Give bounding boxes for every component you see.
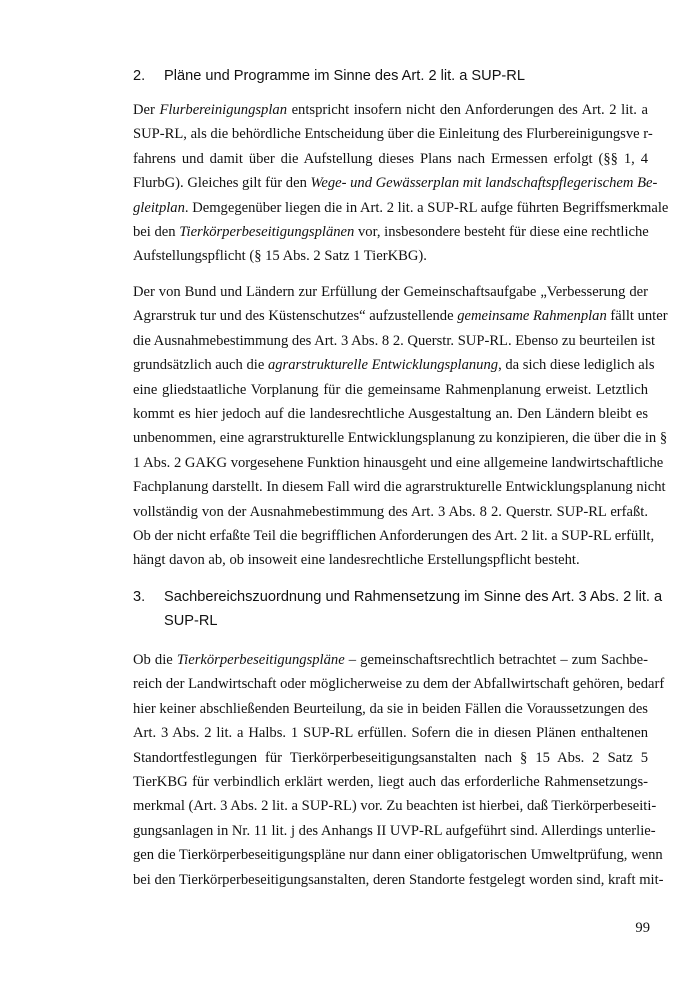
text-run: Ob die <box>133 652 177 668</box>
section-3-number: 3. <box>133 589 146 605</box>
text-line <box>133 648 648 672</box>
text-line: TierKBG für verbindlich erklärt werden, liegt auch das erforderliche Rahmensetzungs- <box>133 773 648 790</box>
text-line: SUP-RL, als die behördliche Entscheidung über die Einleitung des Flurbereinigungsve r- <box>133 126 653 143</box>
text-line: kommt es hier jedoch auf die landesrechtliche Ausgestaltung an. Den Ländern bleibt es <box>133 405 648 422</box>
text-line: reich der Landwirtschaft oder möglicherweise zu dem der Abfallwirtschaft gehören, bedarf <box>133 676 665 693</box>
text-run: , da sich diese lediglich als <box>498 357 655 374</box>
text-line: bei den Tierkörperbeseitigungsanstalten, deren Standorte festgelegt worden sind, kraft mit- <box>133 871 664 888</box>
italic-term: Flurbereinigungsplan <box>159 102 288 118</box>
paragraph-2 <box>133 280 668 573</box>
section-3-title-line-1: Sachbereichszuordnung und Rahmensetzung im Sinne des Art. 3 Abs. 2 lit. a <box>164 589 663 605</box>
italic-term: agrarstrukturelle Entwicklungsplanung <box>267 357 499 374</box>
text-line: Der von Bund und Ländern zur Erfüllung der Gemeinschaftsaufgabe „Verbesserung der <box>133 284 648 300</box>
text-line: hängt davon ab, ob insoweit eine landesrechtliche Erstellungspflicht besteht. <box>133 552 580 569</box>
text-run: fällt unter <box>606 308 668 325</box>
text-line: Art. 3 Abs. 2 lit. a Halbs. 1 SUP-RL erfüllen. Sofern die in diesen Plänen enthaltenen <box>133 725 648 742</box>
text-line: unbenommen, eine agrarstrukturelle Entwicklungsplanung zu konzipieren, die über die in § <box>133 430 668 447</box>
text-run: vor, insbesondere besteht für diese eine rechtliche <box>354 223 649 240</box>
italic-term: gleitplan <box>133 199 185 216</box>
text-line: Fachplanung darstellt. In diesem Fall wird die agrarstrukturelle Entwicklungsplanung nicht <box>133 479 666 496</box>
text-line: Ob der nicht erfaßte Teil die begrifflichen Anforderungen des Art. 2 lit. a SUP-RL erfüllt, <box>133 527 655 544</box>
text-run: FlurbG). Gleiches gilt für den <box>133 175 311 192</box>
text-run: – gemeinschaftsrechtlich betrachtet – zum Sachbe- <box>344 652 649 668</box>
italic-term: Wege- und Gewässerplan mit landschaftspflegerischem Be- <box>310 175 658 192</box>
paragraph-1 <box>133 98 669 269</box>
text-line: vollständig von der Ausnahmebestimmung des Art. 3 Abs. 8 2. Querstr. SUP-RL erfaßt. <box>133 503 648 520</box>
section-3-title-line-2: SUP-RL <box>164 613 218 629</box>
text-run: entspricht insofern nicht den Anforderungen des Art. 2 lit. a <box>287 102 648 118</box>
text-line <box>133 220 648 244</box>
page-number: 99 <box>635 920 650 936</box>
section-3-heading <box>133 585 663 633</box>
text-line <box>133 353 655 377</box>
section-2-number: 2. <box>133 68 146 84</box>
text-line: Aufstellungspflicht (§ 15 Abs. 2 Satz 1 TierKBG). <box>133 248 427 265</box>
text-line <box>133 171 658 195</box>
text-run: bei den <box>133 223 180 240</box>
text-line: gen die Tierkörperbeseitigungspläne nur dann einer obligatorischen Umweltprüfung, wenn <box>133 847 663 864</box>
text-line: merkmal (Art. 3 Abs. 2 lit. a SUP-RL) vor. Zu beachten ist hierbei, daß Tierkörperbeseiti- <box>133 798 657 815</box>
text-line: hier keiner abschließenden Beurteilung, da sie in beiden Fällen die Voraussetzungen des <box>133 700 648 717</box>
text-line <box>133 304 668 328</box>
paragraph-3 <box>133 648 665 892</box>
section-2-heading <box>133 64 653 88</box>
text-line: fahrens und damit über die Aufstellung dieses Plans nach Ermessen erfolgt (§§ 1, 4 <box>133 150 648 167</box>
text-line: gungsanlagen in Nr. 11 lit. j des Anhangs II UVP-RL aufgeführt sind. Allerdings unterlie- <box>133 822 656 839</box>
italic-term: Tierkörperbeseitigungspläne <box>176 652 345 668</box>
italic-term: Tierkörperbeseitigungsplänen <box>179 223 355 240</box>
text-run: Der <box>133 102 160 118</box>
text-line <box>133 196 669 220</box>
text-line <box>133 98 648 122</box>
text-run: grundsätzlich auch die <box>133 357 268 374</box>
italic-term: gemeinsame Rahmenplan <box>457 308 607 325</box>
text-line: eine gliedstaatliche Vorplanung für die gemeinsame Rahmenplanung erweist. Letztlich <box>133 381 648 398</box>
text-run: . Demgegenüber liegen die in Art. 2 lit. a SUP-RL aufge führten Begriffsmerkmale <box>184 199 669 216</box>
text-line: Standortfestlegungen für Tierkörperbeseitigungsanstalten nach § 15 Abs. 2 Satz 5 <box>133 749 648 766</box>
text-line: 1 Abs. 2 GAKG vorgesehene Funktion hinausgeht und eine allgemeine landwirtschaftliche <box>133 454 664 471</box>
section-2-title: Pläne und Programme im Sinne des Art. 2 lit. a SUP-RL <box>164 68 525 84</box>
text-line: die Ausnahmebestimmung des Art. 3 Abs. 8 2. Querstr. SUP-RL. Ebenso zu beurteilen ist <box>133 332 656 349</box>
text-run: Agrarstruk tur und des Küstenschutzes“ aufzustellende <box>133 308 458 325</box>
